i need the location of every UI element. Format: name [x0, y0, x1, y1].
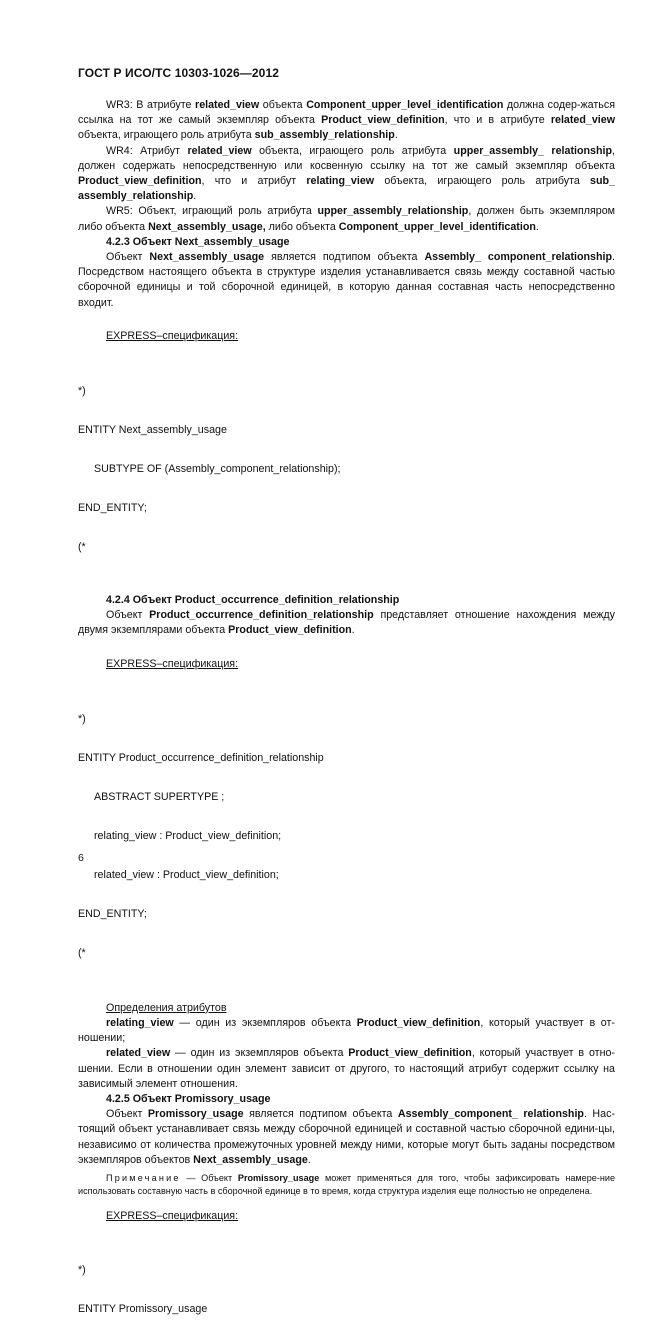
express-spec-label-2: EXPRESS–спецификация: [106, 657, 239, 670]
attr-related-view: related_view — один из экземпляров объекта Product_view_definition, который участвует в отно-шении. Если в отношении один элемент зависит от другого, то настоящий атрибут содержит ссылку на зависимый элемент отношения. [78, 1047, 615, 1090]
wr5-paragraph: WR5: Объект, играющий роль атрибута upper_assembly_relationship, должен быть экземпляром либо объекта Next_assembly_usage, либо объекта Component_upper_level_identification. [78, 205, 616, 233]
wr4-paragraph: WR4: Атрибут related_view объекта, играющего роль атрибута upper_assembly_ relationship, должен содержать непосредственную или косвенную ссылку на тот же самый экземпляр объекта Product_view_definition, что и атрибут relating_view объекта, играющего роль атрибута sub_ assembly_relationship. [78, 144, 615, 203]
code-line: related_view : Product_view_definition; [94, 868, 279, 881]
code-block-product-occurrence [78, 687, 615, 986]
code-line: relating_view : Product_view_definition; [94, 829, 282, 842]
page-number: 6 [78, 852, 84, 864]
express-spec-label-3: EXPRESS–спецификация: [106, 1209, 239, 1222]
code-line: ABSTRACT SUPERTYPE ; [94, 790, 225, 803]
code-line: (* [78, 541, 86, 554]
code-line: END_ENTITY; [78, 502, 147, 515]
code-line: ENTITY Promissory_usage [78, 1302, 208, 1315]
document-header: ГОСТ Р ИСО/ТС 10303-1026—2012 [78, 66, 279, 80]
page-content [78, 98, 615, 1342]
attr-relating-view: relating_view — один из экземпляров объекта Product_view_definition, который участвует в от-ношении; [78, 1017, 615, 1045]
code-line: *) [78, 1263, 86, 1276]
code-line: END_ENTITY; [78, 907, 147, 920]
section-4-2-4-heading: 4.2.4 Объект Product_occurrence_definition_relationship [106, 594, 400, 607]
code-line: *) [78, 712, 86, 725]
section-4-2-5-body: Объект Promissory_usage является подтипом объекта Assembly_component_ relationship. Нас-тоящий объект устанавливает связь между сборочной единицей и составной частью сборочной едини-цы, независимо от количества промежуточных уровней между ними, которые могут быть заданы посредством экземпляров объектов Next_assembly_usage. [78, 1108, 616, 1166]
code-line: ENTITY Product_occurrence_definition_relationship [78, 751, 324, 764]
section-4-2-3-body: Объект Next_assembly_usage является подтипом объекта Assembly_ component_relationship. Посредством настоящего объекта в структуре изделия устанавливается связь между составной частью сборочной единицы и той сборочной единицей, в которую данная составная часть непосредственно входит. [78, 251, 616, 309]
code-block-promissory-usage [78, 1238, 615, 1342]
code-line: ENTITY Next_assembly_usage [78, 424, 227, 437]
section-4-2-3-heading: 4.2.3 Объект Next_assembly_usage [106, 235, 290, 248]
wr3-paragraph: WR3: В атрибуте related_view объекта Component_upper_level_identification должна содер-жаться ссылка на тот же самый экземпляр объекта Product_view_definition, что и в атрибуте related_view объекта, играющего роль атрибута sub_assembly_relationship. [78, 99, 616, 142]
code-block-next-assembly-usage [78, 359, 615, 580]
code-line: SUBTYPE OF (Assembly_component_relationship); [94, 463, 341, 476]
note-paragraph: Примечание — Объект Promissory_usage может применяться для того, чтобы зафиксировать намере-ние использовать составную часть в сборочной единице в то время, когда структура изделия еще полностью не определена. [78, 1173, 616, 1197]
section-4-2-4-body: Объект Product_occurrence_definition_relationship представляет отношение нахождения между двумя экземплярами объекта Product_view_definition. [78, 609, 615, 637]
code-line: *) [78, 385, 86, 398]
attribute-definitions-title: Определения атрибутов [106, 1001, 227, 1014]
code-line: (* [78, 946, 86, 959]
section-4-2-5-heading: 4.2.5 Объект Promissory_usage [106, 1093, 271, 1106]
express-spec-label-1: EXPRESS–спецификация: [106, 329, 239, 342]
